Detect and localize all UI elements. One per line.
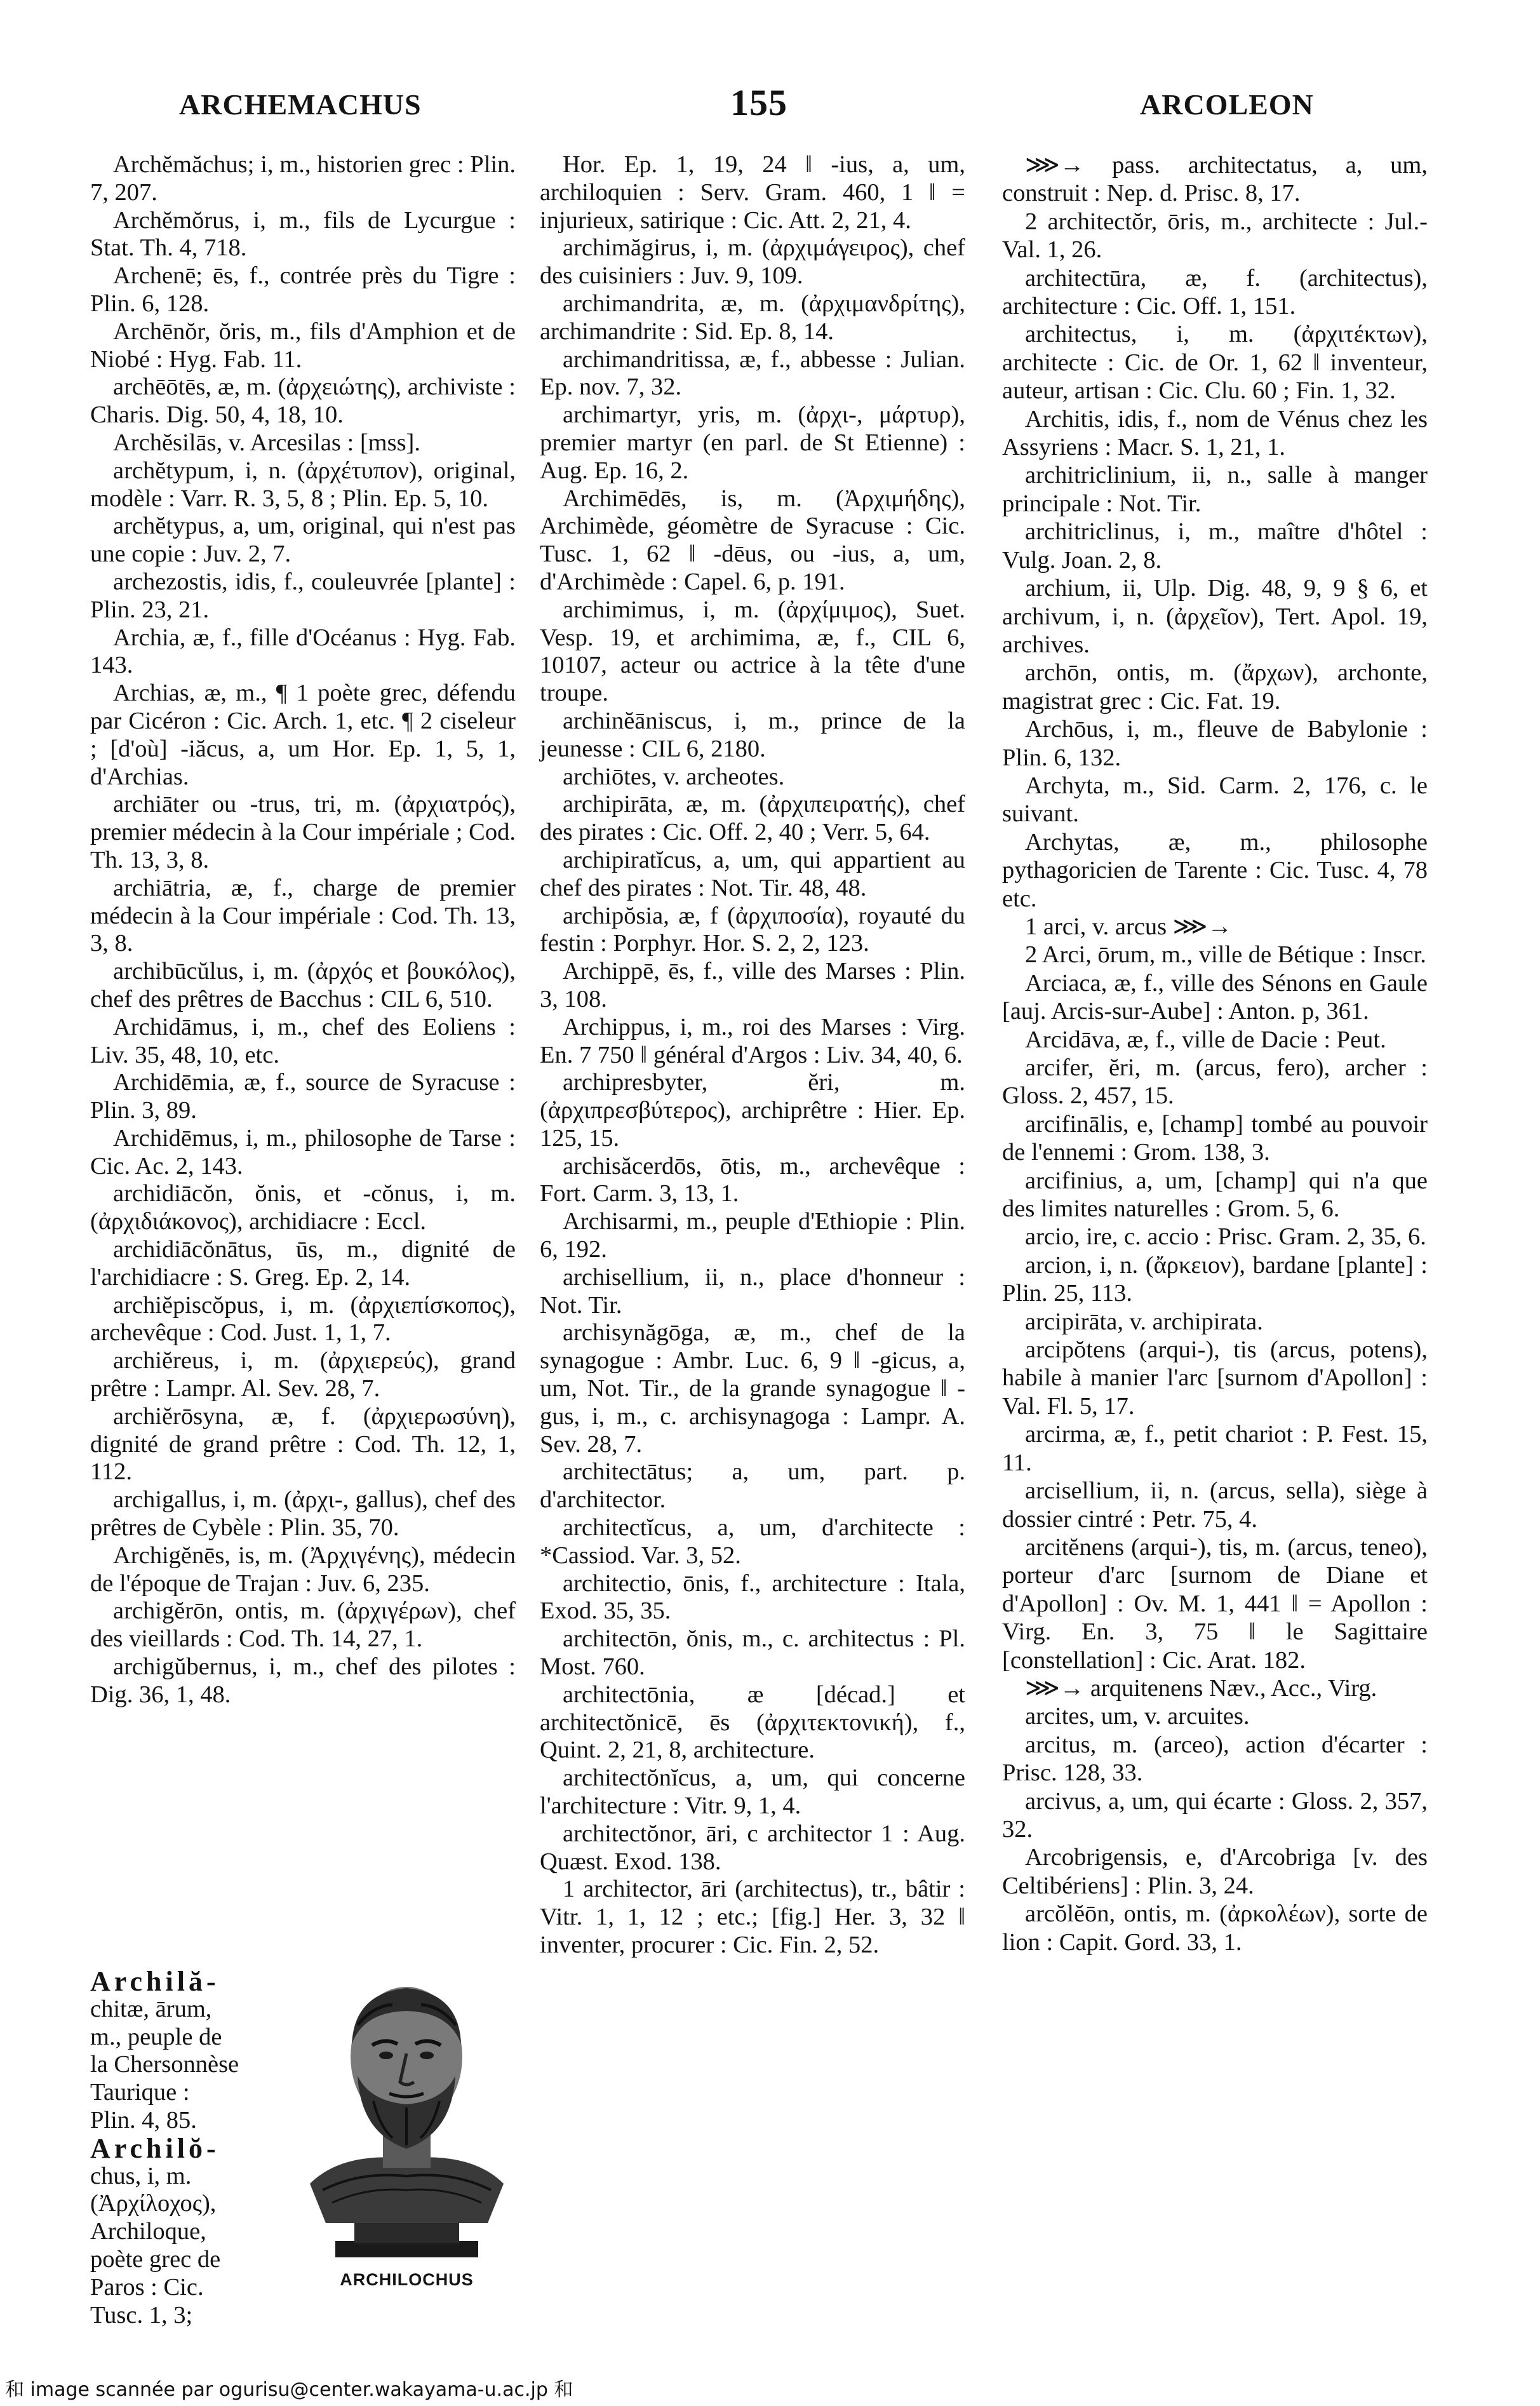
dictionary-entry: archimandrita, æ, m. (ἀρχιμανδρίτης), archimandrite : Sid. Ep. 8, 14. [540, 290, 965, 345]
dictionary-entry: Archimēdēs, is, m. (Ἀρχιμήδης), Archimède, géomètre de Syracuse : Cic. Tusc. 1, 62 ‖ -dēus, ou -ius, a, um, d'Archimède : Capel. 6, p. 191. [540, 485, 965, 595]
entry-line: la Chersonnèse [90, 2051, 239, 2078]
dictionary-entry: Archōus, i, m., fleuve de Babylonie : Plin. 6, 132. [1002, 716, 1428, 771]
dictionary-entry: Archippē, ēs, f., ville des Marses : Plin. 3, 108. [540, 958, 965, 1012]
portrait-caption: ARCHILOCHUS [340, 2270, 474, 2290]
running-head-left: ARCHEMACHUS [179, 88, 422, 121]
dictionary-entry: Archĕmăchus; i, m., historien grec : Plin. 7, 207. [90, 151, 516, 206]
dictionary-entry: archiĕreus, i, m. (ἀρχιερεύς), grand prêtre : Lampr. Al. Sev. 28, 7. [90, 1347, 516, 1402]
entry-line: Plin. 4, 85. [90, 2106, 197, 2134]
dictionary-entry: Arcidāva, æ, f., ville de Dacie : Peut. [1025, 1026, 1386, 1053]
dictionary-entry: archimăgirus, i, m. (ἀρχιμάγειρος), chef des cuisiniers : Juv. 9, 109. [540, 234, 965, 290]
dictionary-entry: archidiācŏn, ŏnis, et -cŏnus, i, m. (ἀρχιδιάκονος), archidiacre : Eccl. [90, 1180, 516, 1235]
dictionary-entry: architectŏnĭcus, a, um, qui concerne l'architecture : Vitr. 9, 1, 4. [540, 1764, 965, 1820]
dictionary-entry: Arcobrigensis, e, d'Arcobriga [v. des Celtibériens] : Plin. 3, 24. [1002, 1844, 1428, 1899]
dictionary-entry: archigŭbernus, i, m., chef des pilotes : Dig. 36, 1, 48. [90, 1653, 516, 1708]
dictionary-entry: archōn, ontis, m. (ἄρχων), archonte, magistrat grec : Cic. Fat. 19. [1002, 659, 1428, 715]
dictionary-entry: archisăcerdōs, ōtis, m., archevêque : Fort. Carm. 3, 13, 1. [540, 1152, 965, 1207]
running-head-right: ARCOLEON [1140, 88, 1314, 121]
dictionary-entry: archiāter ou -trus, tri, m. (ἀρχιατρός), premier médecin à la Cour impériale ; Cod. Th. 13, 3, 8. [90, 791, 516, 873]
scan-credit-text: 和 image scannée par ogurisu@center.wakayama-u.ac.jp 和 [5, 2379, 573, 2401]
dictionary-entry: archium, ii, Ulp. Dig. 48, 9, 9 § 6, et archivum, i, n. (ἀρχεῖον), Tert. Apol. 19, archives. [1002, 575, 1428, 658]
dictionary-entry: archinĕāniscus, i, m., prince de la jeunesse : CIL 6, 2180. [540, 707, 965, 762]
dictionary-entry: Archēnŏr, ŏris, m., fils d'Amphion et de Niobé : Hyg. Fab. 11. [90, 318, 516, 373]
dictionary-entry: ⋙→ arquitenens Næv., Acc., Virg. [1025, 1674, 1377, 1702]
dictionary-entry: ⋙→ pass. architectatus, a, um, construit : Nep. d. Prisc. 8, 17. [1002, 152, 1428, 207]
dictionary-entry: archidiācŏnātus, ūs, m., dignité de l'archidiacre : S. Greg. Ep. 2, 14. [90, 1236, 516, 1291]
dictionary-entry: Arciaca, æ, f., ville des Sénons en Gaule [auj. Arcis-sur-Aube] : Anton. p, 361. [1002, 969, 1428, 1025]
dictionary-entry: archipiratĭcus, a, um, qui appartient au chef des pirates : Not. Tir. 48, 48. [540, 846, 965, 901]
dictionary-entry: archezostis, idis, f., couleuvrée [plante] : Plin. 23, 21. [90, 568, 516, 623]
scan-credit-footer [0, 2374, 1540, 2406]
dictionary-entry: arcio, ire, c. accio : Prisc. Gram. 2, 35, 6. [1025, 1223, 1426, 1251]
dictionary-entry: arcipŏtens (arqui-), tis (arcus, potens), habile à manier l'arc [surnom d'Apollon] : Val. Fl. 5, 17. [1002, 1336, 1428, 1420]
dictionary-entry: Archippus, i, m., roi des Marses : Virg. En. 7 750 ‖ général d'Argos : Liv. 34, 40, 6. [540, 1013, 965, 1068]
entry-line: Tusc. 1, 3; [90, 2301, 193, 2329]
dictionary-entry: Archidēmus, i, m., philosophe de Tarse : Cic. Ac. 2, 143. [90, 1124, 516, 1179]
bust-illustration [297, 1974, 516, 2273]
dictionary-entry: Archĕmŏrus, i, m., fils de Lycurgue : Stat. Th. 4, 718. [90, 206, 516, 262]
dictionary-entry: Hor. Ep. 1, 19, 24 ‖ -ius, a, um, archiloquien : Serv. Gram. 460, 1 ‖ = injurieux, satirique : Cic. Att. 2, 21, 4. [540, 151, 965, 234]
column-1-entries [90, 151, 516, 1968]
entry-line: Taurique : [90, 2079, 190, 2106]
dictionary-entry: Archisarmi, m., peuple d'Ethiopie : Plin. 6, 192. [540, 1208, 965, 1263]
dictionary-entry: arcifer, ĕri, m. (arcus, fero), archer : Gloss. 2, 457, 15. [1002, 1054, 1428, 1110]
dictionary-entry: archiātria, æ, f., charge de premier médecin à la Cour impériale : Cod. Th. 13, 3, 8. [90, 874, 516, 957]
dictionary-entry: archipresbyter, ĕri, m. (ἀρχιπρεσβύτερος), archiprêtre : Hier. Ep. 125, 15. [540, 1069, 965, 1152]
dictionary-entry: archisellium, ii, n., place d'honneur : Not. Tir. [540, 1263, 965, 1319]
dictionary-entry: 2 Arci, ōrum, m., ville de Bétique : Inscr. [1025, 941, 1426, 969]
dictionary-entry: architectōn, ŏnis, m., c. architectus : Pl. Most. 760. [540, 1625, 965, 1681]
dictionary-entry: Archidāmus, i, m., chef des Eoliens : Liv. 35, 48, 10, etc. [90, 1013, 516, 1068]
entry-line: (Ἀρχίλοχος), [90, 2190, 217, 2217]
dictionary-entry: architectātus; a, um, part. p. d'architector. [540, 1458, 965, 1514]
column-2 [540, 151, 965, 2311]
archilochus-block [90, 1966, 516, 2329]
dictionary-entry: 2 architectŏr, ōris, m., architecte : Jul.-Val. 1, 26. [1002, 208, 1428, 264]
dictionary-entry: architectŏnor, āri, c architector 1 : Aug. Quæst. Exod. 138. [540, 1820, 965, 1875]
entry-line: chitæ, ārum, [90, 1995, 212, 2022]
dictionary-entry: arcŏlĕōn, ontis, m. (ἀρκολέων), sorte de lion : Capit. Gord. 33, 1. [1002, 1900, 1428, 1956]
dictionary-entry: archĕtypus, a, um, original, qui n'est pas une copie : Juv. 2, 7. [90, 513, 516, 568]
dictionary-entry: Archidēmia, æ, f., source de Syracuse : Plin. 3, 89. [90, 1069, 516, 1124]
dictionary-entry: architectōnia, æ [décad.] et architectŏnicē, ēs (ἀρχιτεκτονική), f., Quint. 2, 21, 8, architecture. [540, 1681, 965, 1764]
dictionary-entry: 1 architector, āri (architectus), tr., bâtir : Vitr. 1, 1, 12 ; etc.; [fig.] Her. 3, 32 ‖ inventer, procurer : Cic. Fin. 2, 52. [540, 1876, 965, 1958]
dictionary-entry: arcipirāta, v. archipirata. [1025, 1308, 1263, 1335]
dictionary-entry: archisynăgōga, æ, m., chef de la synagogue : Ambr. Luc. 6, 9 ‖ -gicus, a, um, Not. Tir., de la grande synagogue ‖ -gus, i, m., c. archisynagoga : Lampr. A. Sev. 28, 7. [540, 1319, 965, 1458]
entry-line: Archiloque, [90, 2218, 206, 2245]
dictionary-entry: arcifinius, a, um, [champ] qui n'a que des limites naturelles : Grom. 5, 6. [1002, 1167, 1428, 1223]
archilochus-portrait [297, 1974, 516, 2292]
dictionary-entry: Architis, idis, f., nom de Vénus chez les Assyriens : Macr. S. 1, 21, 1. [1002, 405, 1428, 461]
column-3 [1002, 151, 1428, 2311]
dictionary-entry: architectūra, æ, f. (architectus), architecture : Cic. Off. 1, 151. [1002, 264, 1428, 320]
dictionary-entry: archiĕpiscŏpus, i, m. (ἀρχιεπίσκοπος), archevêque : Cod. Just. 1, 1, 7. [90, 1291, 516, 1347]
dictionary-entry: arcisellium, ii, n. (arcus, sella), siège à dossier cintré : Petr. 75, 4. [1002, 1477, 1428, 1533]
dictionary-entry: archigĕrōn, ontis, m. (ἀρχιγέρων), chef des vieillards : Cod. Th. 14, 27, 1. [90, 1597, 516, 1653]
dictionary-entry: arcifinālis, e, [champ] tombé au pouvoir de l'ennemi : Grom. 138, 3. [1002, 1110, 1428, 1166]
dictionary-entry: archēōtēs, æ, m. (ἀρχειώτης), archiviste : Charis. Dig. 50, 4, 18, 10. [90, 373, 516, 429]
dictionary-entry: arcirma, æ, f., petit chariot : P. Fest. 15, 11. [1002, 1421, 1428, 1476]
dictionary-entry: archimandritissa, æ, f., abbesse : Julian. Ep. nov. 7, 32. [540, 346, 965, 401]
dictionary-entry: archipŏsia, æ, f (ἀρχιποσία), royauté du festin : Porphyr. Hor. S. 2, 2, 123. [540, 902, 965, 957]
dictionary-entry: arcites, um, v. arcuites. [1025, 1703, 1250, 1730]
dictionary-entry: 1 arci, v. arcus ⋙→ [1025, 913, 1232, 940]
dictionary-entry: archibūcŭlus, i, m. (ἀρχός et βουκόλος), chef des prêtres de Bacchus : CIL 6, 510. [90, 958, 516, 1012]
dictionary-entry: archĕtypum, i, n. (ἀρχέτυπον), original, modèle : Varr. R. 3, 5, 8 ; Plin. Ep. 5, 10. [90, 457, 516, 512]
dictionary-entry: archigallus, i, m. (ἀρχι-, gallus), chef des prêtres de Cybèle : Plin. 35, 70. [90, 1486, 516, 1542]
dictionary-entry: Archyta, m., Sid. Carm. 2, 176, c. le suivant. [1002, 772, 1428, 828]
dictionary-entry: architectio, ōnis, f., architecture : Itala, Exod. 35, 35. [540, 1569, 965, 1625]
running-head [0, 81, 1540, 132]
dictionary-entry: arcion, i, n. (ἄρκειον), bardane [plante] : Plin. 25, 113. [1002, 1251, 1428, 1307]
entry-line: Archilŏ- [90, 2132, 220, 2164]
dictionary-entry: architectus, i, m. (ἀρχιτέκτων), architecte : Cic. de Or. 1, 62 ‖ inventeur, auteur, artisan : Cic. Clu. 60 ; Fin. 1, 32. [1002, 321, 1428, 405]
dictionary-entry: Archenē; ēs, f., contrée près du Tigre : Plin. 6, 128. [90, 262, 516, 317]
dictionary-entry: architectĭcus, a, um, d'architecte : *Cassiod. Var. 3, 52. [540, 1514, 965, 1569]
dictionary-entry: architriclinium, ii, n., salle à manger principale : Not. Tir. [1002, 462, 1428, 517]
dictionary-entry: Archĕsilās, v. Arcesilas : [mss]. [113, 429, 420, 456]
dictionary-entry: archiĕrōsyna, æ, f. (ἀρχιερωσύνη), dignité de grand prêtre : Cod. Th. 12, 1, 112. [90, 1402, 516, 1486]
dictionary-entry: Archias, æ, m., ¶ 1 poète grec, défendu par Cicéron : Cic. Arch. 1, etc. ¶ 2 ciseleur ; [d'où] -iăcus, a, um Hor. Ep. 1, 5, 1, d'Archias. [90, 680, 516, 790]
dictionary-entry: archimimus, i, m. (ἀρχίμιμος), Suet. Vesp. 19, et archimima, æ, f., CIL 6, 10107, acteur ou actrice à la tête d'une troupe. [540, 596, 965, 707]
dictionary-entry: arcitus, m. (arceo), action d'écarter : Prisc. 128, 33. [1002, 1731, 1428, 1787]
dictionary-entry: Archia, æ, f., fille d'Océanus : Hyg. Fab. 143. [90, 624, 516, 679]
dictionary-entry: Archytas, æ, m., philosophe pythagoricien de Tarente : Cic. Tusc. 4, 78 etc. [1002, 828, 1428, 912]
dictionary-entry: architriclinus, i, m., maître d'hôtel : Vulg. Joan. 2, 8. [1002, 518, 1428, 574]
column-1 [90, 151, 516, 2329]
page-number: 155 [730, 82, 787, 123]
archilochus-entry-text [90, 1968, 292, 2329]
dictionary-entry: arcivus, a, um, qui écarte : Gloss. 2, 357, 32. [1002, 1787, 1428, 1843]
dictionary-entry: archipirāta, æ, m. (ἀρχιπειρατής), chef des pirates : Cic. Off. 2, 40 ; Verr. 5, 64. [540, 791, 965, 846]
dictionary-entry: arcitĕnens (arqui-), tis, m. (arcus, teneo), porteur d'arc [surnom de Diane et d'Apollon] : Ov. M. 1, 441 ‖ = Apollon : Virg. En. 3, 75 ‖ le Sagittaire [constellation] : Cic. Arat. 182. [1002, 1533, 1428, 1674]
entry-line: Archilă- [90, 1966, 220, 1997]
dictionary-entry: Archigĕnēs, is, m. (Ἀρχιγένης), médecin de l'époque de Trajan : Juv. 6, 235. [90, 1542, 516, 1597]
dictionary-entry: archimartyr, yris, m. (ἀρχι-, μάρτυρ), premier martyr (en parl. de St Etienne) : Aug. Ep. 16, 2. [540, 401, 965, 484]
entry-line: poète grec de [90, 2245, 221, 2273]
entry-line: m., peuple de [90, 2023, 222, 2050]
entry-line: chus, i, m. [90, 2162, 192, 2189]
dictionary-entry: archiōtes, v. archeotes. [563, 763, 785, 790]
entry-line: Paros : Cic. [90, 2273, 204, 2301]
